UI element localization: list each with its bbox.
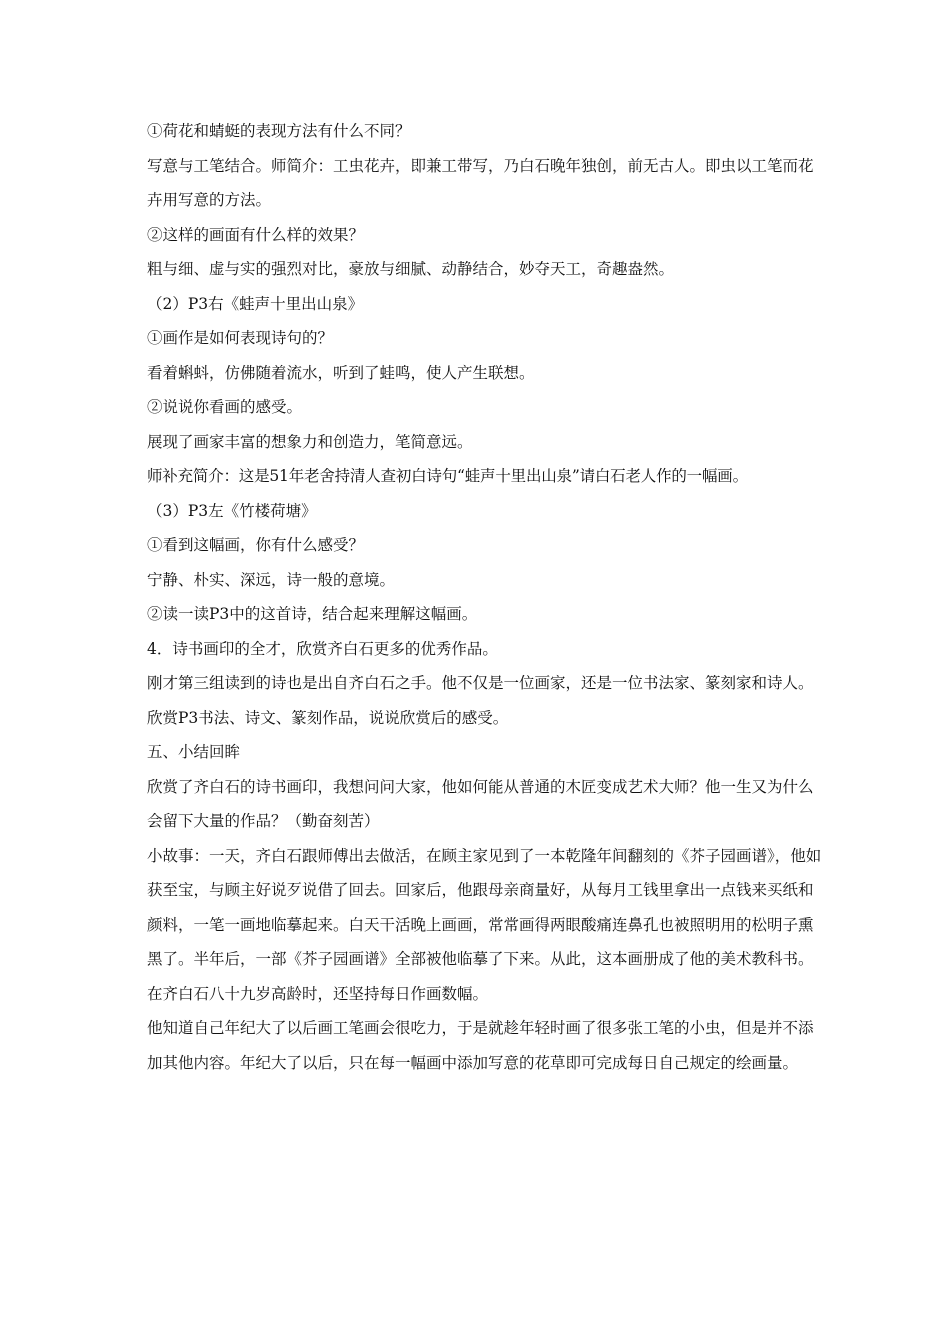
answer-feeling: 展现了画家丰富的想象力和创造力，笔简意远。 xyxy=(147,432,473,451)
question-read-poem: ②读一读P3中的这首诗，结合起来理解这幅画。 xyxy=(147,605,478,623)
paragraph-appreciate-works: 欣赏P3书法、诗文、篆刻作品，说说欣赏后的感受。 xyxy=(147,708,509,727)
question-effect: ②这样的画面有什么样的效果？ xyxy=(147,225,365,244)
paragraph-third-group: 刚才第三组读到的诗也是出自齐白石之手。他不仅是一位画家，还是一位书法家、篆刻家和诗人。 xyxy=(147,674,814,692)
question-bamboo-feeling: ①看到这幅画，你有什么感受？ xyxy=(147,536,365,554)
answer-poem-expression: 看着蝌蚪，仿佛随着流水，听到了蛙鸣，使人产生联想。 xyxy=(147,363,535,382)
paragraph-summary-question: 欣赏了齐白石的诗书画印，我想问问大家，他如何能从普通的木匠变成艺术大师？他一生又为什么会留下大量的作品？（勤奋刻苦） xyxy=(147,777,814,830)
question-lotus-dragonfly: ①荷花和蜻蜓的表现方法有什么不同？ xyxy=(147,122,411,140)
paragraph-age-89: 在齐白石八十九岁高龄时，还坚持每日作画数幅。 xyxy=(147,984,489,1003)
answer-lotus-dragonfly: 写意与工笔结合。师简介：工虫花卉，即兼工带写，乃白石晚年独创，前无古人。即虫以工笔而花卉用写意的方法。 xyxy=(147,156,814,209)
teacher-supplement: 师补充简介：这是51年老舍持清人查初白诗句“蛙声十里出山泉”请白石老人作的一幅画。 xyxy=(147,467,748,485)
section-heading-bamboo-pond: （3）P3左《竹楼荷塘》 xyxy=(147,501,317,520)
question-poem-expression: ①画作是如何表现诗句的？ xyxy=(147,329,334,347)
section-heading-summary: 五、小结回眸 xyxy=(147,743,241,761)
question-feeling: ②说说你看画的感受。 xyxy=(147,398,303,416)
section-heading-frog-painting: （2）P3右《蛙声十里出山泉》 xyxy=(147,294,364,313)
paragraph-story: 小故事：一天，齐白石跟师傅出去做活，在顾主家见到了一本乾隆年间翻刻的《芥子园画谱》，他如获至宝，与顾主好说歹说借了回去。回家后，他跟母亲商量好，从每月工钱里拿出一点钱来买纸和颜料，一笔一画地临摹起来。白天干活晚上画画，常常画得两眼酸痛连鼻孔也被照明用的松明子熏黑了。半年后，一部《芥子园画谱》全部被他临摹了下来。从此，这本画册成了他的美术教科书。 xyxy=(147,846,822,968)
section-heading-all-round: 4．诗书画印的全才，欣赏齐白石更多的优秀作品。 xyxy=(147,639,498,658)
paragraph-insects: 他知道自己年纪大了以后画工笔画会很吃力，于是就趁年轻时画了很多张工笔的小虫，但是并不添加其他内容。年纪大了以后，只在每一幅画中添加写意的花草即可完成每日自己规定的绘画量。 xyxy=(147,1019,814,1072)
answer-effect: 粗与细、虚与实的强烈对比，豪放与细腻、动静结合，妙夺天工，奇趣盎然。 xyxy=(147,260,675,278)
answer-bamboo-feeling: 宁静、朴实、深远，诗一般的意境。 xyxy=(147,570,396,589)
document-body xyxy=(147,114,827,1080)
